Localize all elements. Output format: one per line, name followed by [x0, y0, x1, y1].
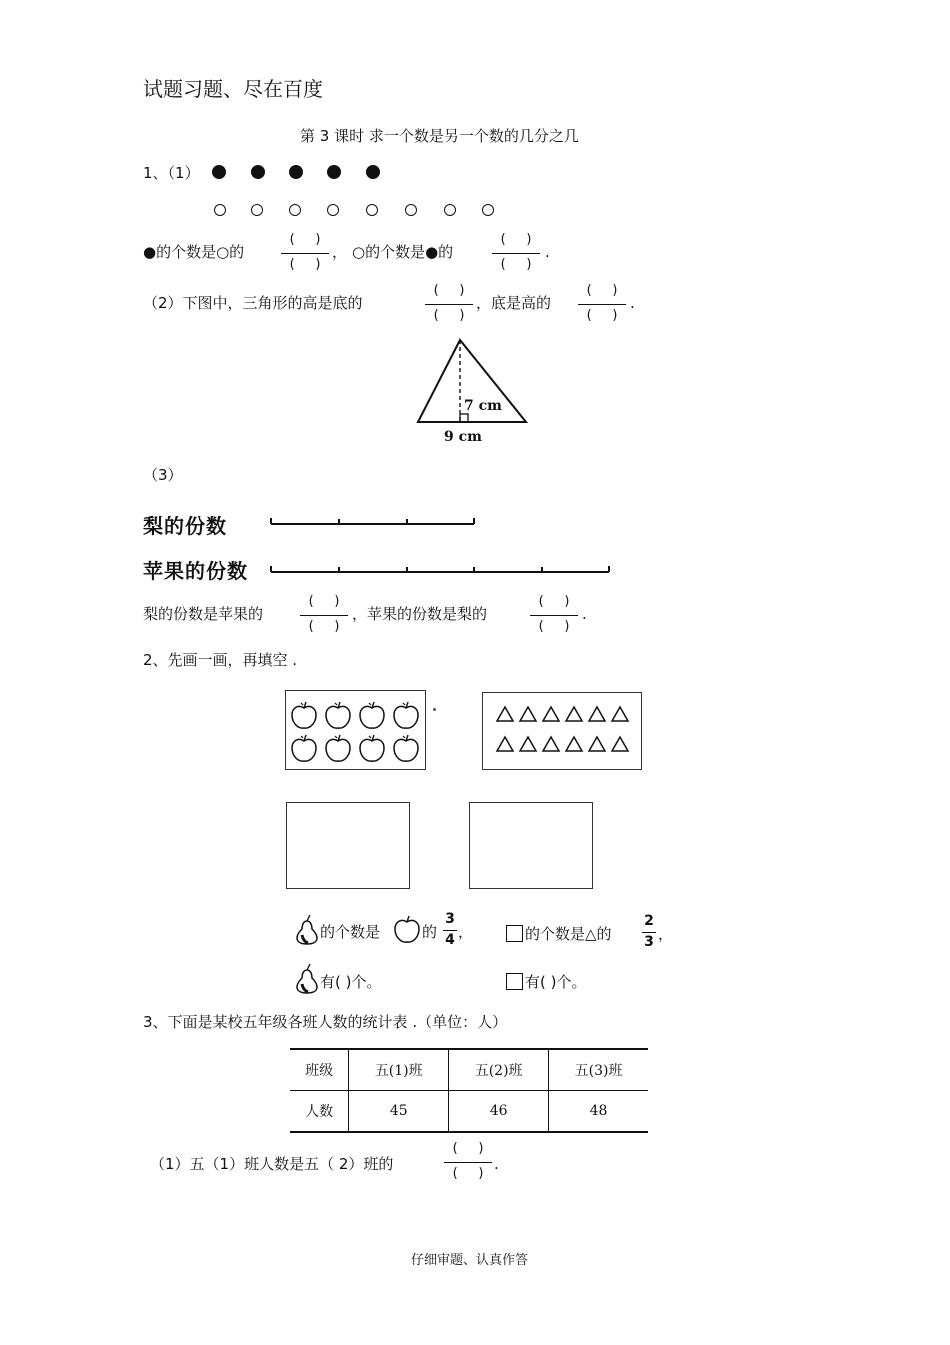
table-cell: 46: [449, 1091, 549, 1133]
table-cell: 48: [549, 1091, 648, 1133]
q2-stmt1-text: 的个数是: [320, 923, 381, 941]
answer-fraction[interactable]: ( ) ( ): [578, 283, 626, 327]
answer-fraction[interactable]: ( ) ( ): [492, 232, 540, 276]
triangle-icon: [543, 707, 559, 721]
answer-fraction[interactable]: ( ) ( ): [300, 594, 348, 638]
pear-icon: [296, 964, 318, 998]
hollow-dot: [214, 204, 226, 216]
triangles-grid: [483, 693, 640, 768]
q1-2-text-mid: ，底是高的: [476, 294, 552, 312]
lesson-title: 第 3 课时 求一个数是另一个数的几分之几: [300, 127, 579, 145]
apple-parts-label: 苹果的份数: [143, 559, 248, 583]
table-header-cell: 五(1)班: [349, 1049, 449, 1091]
apple-icon: [394, 735, 418, 761]
q3-sub1-text: （1）五（1）班人数是五（ 2）班的: [150, 1155, 394, 1173]
period: .: [582, 605, 587, 623]
triangle-icon: [497, 737, 513, 751]
apple-icon: [360, 735, 384, 761]
answer-fraction[interactable]: ( ) ( ): [281, 232, 329, 276]
q2-stmt2: 的个数是△的: [506, 924, 612, 944]
hollow-dot: [327, 204, 339, 216]
apple-icon: [394, 916, 422, 948]
square-icon: [506, 973, 523, 990]
apples-box: [285, 690, 426, 770]
fraction-2-3: 2 3: [641, 913, 657, 953]
filled-dot: [327, 165, 341, 179]
stray-dot: [433, 708, 436, 711]
hollow-dot: [444, 204, 456, 216]
q1-3-label: （3）: [143, 466, 183, 484]
triangle-icon: [589, 707, 605, 721]
comma: ，: [458, 923, 474, 941]
drawing-box-squares[interactable]: [469, 802, 593, 889]
hollow-dot: [482, 204, 494, 216]
apple-icon: [292, 702, 316, 728]
q1-1-text-b: ○的个数是●的: [352, 243, 454, 261]
comma: ，: [332, 243, 348, 261]
apple-icon: [394, 702, 418, 728]
filled-dot: [289, 165, 303, 179]
q3-label: 3、下面是某校五年级各班人数的统计表 .（单位：人）: [143, 1013, 508, 1031]
table-cell: 45: [349, 1091, 449, 1133]
q2-fill2[interactable]: 有( )个。: [506, 972, 586, 992]
apples-grid: [286, 691, 424, 768]
table-header-cell: 五(3)班: [549, 1049, 648, 1091]
table-header-cell: 五(2)班: [449, 1049, 549, 1091]
right-angle-mark: [460, 414, 468, 422]
triangle-icon: [520, 737, 536, 751]
apple-icon: [360, 702, 384, 728]
pear-parts-label: 梨的份数: [143, 514, 227, 538]
table-header-row: [290, 1049, 648, 1091]
triangle-icon: [520, 707, 536, 721]
triangles-box: [482, 692, 642, 770]
apple-icon: [326, 702, 350, 728]
triangle-icon: [612, 707, 628, 721]
filled-dot: [212, 165, 226, 179]
q1-label: 1、（1）: [143, 164, 200, 182]
page-footer: 仔细审题、认真作答: [411, 1253, 529, 1268]
table-header-cell: 班级: [290, 1049, 349, 1091]
apple-segment-bar: [271, 566, 609, 572]
filled-dot: [251, 165, 265, 179]
filled-dot: [366, 165, 380, 179]
q2-fill1[interactable]: 有( )个。: [320, 973, 382, 991]
period: .: [545, 243, 550, 261]
q1-3-text-mid: ，苹果的份数是梨的: [352, 605, 488, 623]
page-header: 试题习题、尽在百度: [143, 77, 323, 101]
fraction-3-4: 3 4: [442, 911, 458, 951]
pear-segment-bar: [271, 518, 474, 524]
drawing-box-pears[interactable]: [286, 802, 410, 889]
triangle-icon: [566, 737, 582, 751]
q1-1-text-a: ●的个数是○的: [143, 243, 245, 261]
hollow-dot: [289, 204, 301, 216]
table-cell: 人数: [290, 1091, 349, 1133]
answer-fraction[interactable]: ( ) ( ): [444, 1141, 492, 1185]
q2-stmt1-text2: 的: [422, 923, 438, 941]
hollow-dot: [366, 204, 378, 216]
pear-icon: [296, 915, 318, 949]
period: .: [630, 294, 635, 312]
triangle-figure: [410, 336, 540, 448]
q1-3-text-a: 梨的份数是苹果的: [143, 605, 264, 623]
q1-2-text: （2）下图中，三角形的高是底的: [143, 294, 363, 312]
hollow-dot: [251, 204, 263, 216]
answer-fraction[interactable]: ( ) ( ): [425, 283, 473, 327]
apple-icon: [292, 735, 316, 761]
class-size-table: [290, 1048, 648, 1133]
triangle-icon: [566, 707, 582, 721]
height-label: 7 cm: [464, 398, 502, 414]
comma: ，: [658, 925, 674, 943]
triangle-icon: [612, 737, 628, 751]
triangle-icon: [589, 737, 605, 751]
apple-icon: [326, 735, 350, 761]
q2-label: 2、先画一画，再填空 .: [143, 651, 298, 669]
triangle-icon: [543, 737, 559, 751]
square-icon: [506, 925, 523, 942]
segment-diagram: [268, 512, 613, 580]
triangle-icon: [497, 707, 513, 721]
base-label: 9 cm: [444, 429, 482, 445]
hollow-dot: [405, 204, 417, 216]
answer-fraction[interactable]: ( ) ( ): [530, 594, 578, 638]
period: .: [494, 1155, 499, 1173]
table-row: [290, 1091, 648, 1133]
